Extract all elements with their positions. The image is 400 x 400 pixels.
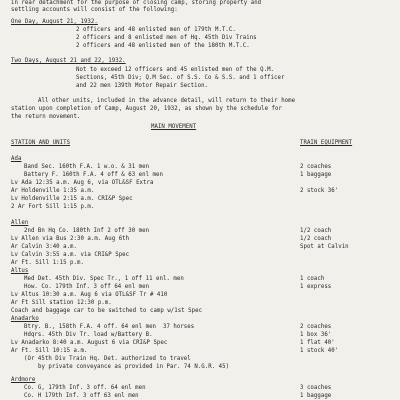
equipment-entry: 1/2 coach: [300, 236, 332, 242]
equipment-entry: 2 coaches: [300, 164, 332, 170]
other-units-line: the return movement.: [11, 114, 81, 120]
station-line: Band Sec. 160th F.A. 1 w.o. & 31 men: [24, 164, 150, 170]
station-line: (Or 45th Div Train Hq. Det. authorized to travel: [24, 356, 191, 362]
station-line: Hdqrs. 45th Div Tr. load w/Battery B.: [24, 332, 153, 338]
station-line: Ar Holdenville 1:35 a.m.: [11, 188, 95, 194]
station-line: Ar Ft. Sill 10:15 a.m.: [11, 348, 88, 354]
one-day-heading: One Day, August 21, 1932.: [11, 19, 98, 25]
station-line: Ar Calvin 3:40 a.m.: [11, 244, 78, 250]
station-name: Allen: [11, 220, 29, 226]
equipment-entry: 3 coaches: [300, 385, 332, 391]
equipment-entry: 1 flat 40': [300, 340, 335, 346]
station-name: Ardmore: [11, 377, 36, 383]
equipment-entry: 1 baggage: [300, 172, 332, 178]
station-line: 2 Ar Fort Sill 1:15 p.m.: [11, 204, 95, 210]
station-line: Lv Altus 10:30 a.m. Aug 6 via OTL&SF Tr # 410: [11, 292, 168, 298]
station-line: Lv Holdenville 2:15 a.m. CRI&P Spec: [11, 196, 133, 202]
equipment-entry: 1 coach: [300, 276, 325, 282]
station-line: Lv Anadarko 8:40 a.m. August 6 via CRI&P Spec: [11, 340, 168, 346]
other-units-line: All other units, included in the advance detail, will return to their home: [38, 98, 296, 104]
equipment-entry: 2 coaches: [300, 324, 332, 330]
station-line: Co. H 179th Inf. 3 off 63 enl men: [24, 393, 139, 399]
equipment-entry: 1 box 36': [300, 332, 332, 338]
two-days-heading: Two Days, August 21 and 22, 1932.: [11, 58, 126, 64]
station-name: Ada: [11, 156, 22, 162]
one-day-item: 2 officers and 48 enlisted men of 179th M.T.C.: [76, 27, 236, 33]
station-line: Co. G, 179th Inf. 3 off. 64 enl men: [24, 385, 146, 391]
two-days-line: Not to exceed 12 officers and 45 enlisted men of the Q.M.: [76, 67, 275, 73]
station-line: Ar Ft. Sill 1:15 p.m.: [11, 260, 84, 266]
station-line: Battery F. 160th F.A. 4 off & 63 enl men: [24, 172, 163, 178]
station-line: Coach and baggage car to be switched to camp w/1st Spec: [11, 308, 203, 314]
equipment-entry: 1 baggage: [300, 393, 332, 399]
station-line: Lv Ada 12:35 a.m. Aug 6, via OTL&SF Extra: [11, 180, 154, 186]
station-name: Anadarko: [11, 316, 39, 322]
station-line: Med Det. 45th Div. Spec Tr., 1 off 11 enl. men: [24, 276, 184, 282]
equipment-entry: 2 stock 36': [300, 188, 339, 194]
two-days-line: and 22 men 139th Motor Repair Section.: [76, 83, 209, 89]
station-line: by private conveyance as provided in Par. 74 N.G.R. 45): [38, 364, 230, 370]
one-day-item: 2 officers and 48 enlisted men of the 180th M.T.C.: [76, 43, 250, 49]
two-days-line: Sections, 45th Div; Q.M Sec. of S.S. Co & S.S. and 1 officer: [76, 75, 285, 81]
station-column-header: STATION AND UNITS: [11, 140, 71, 146]
equipment-entry: 1/2 coach: [300, 228, 332, 234]
station-line: How. Co. 179th Inf. 3 off 64 enl men: [24, 284, 150, 290]
equipment-entry: 1 express: [300, 284, 332, 290]
station-name: Altus: [11, 268, 29, 274]
equipment-entry: Spot at Calvin: [300, 244, 349, 250]
one-day-item: 2 officers and 8 enlisted men of Hq. 45th Div Trains: [76, 35, 257, 41]
equipment-entry: 1 stock 40': [300, 348, 339, 354]
intro-line-2: settling accounts will consist of the following:: [11, 7, 178, 13]
station-line: Lv Allen via Bus 2:30 a.m. Aug 6th: [11, 236, 130, 242]
other-units-line: station upon completion of Camp, August 20, 1932, as shown by the schedule for: [11, 106, 282, 112]
main-movement-heading: MAIN MOVEMENT: [151, 124, 197, 130]
intro-line-1: in rear detachment for the purpose of closing camp, storing property and: [11, 0, 262, 6]
station-line: 2nd Bn Hq Co. 180th Inf 2 off 30 men: [24, 228, 150, 234]
station-line: Lv Calvin 3:55 a.m. via CRI&P Spec: [11, 252, 130, 258]
train-column-header: TRAIN EQUIPMENT: [300, 140, 353, 146]
station-line: Btry. B., 158th F.A. 4 off. 64 enl men 37 horses: [24, 324, 195, 330]
station-line: Ar Ft Sill station 12:30 p.m.: [11, 300, 112, 306]
